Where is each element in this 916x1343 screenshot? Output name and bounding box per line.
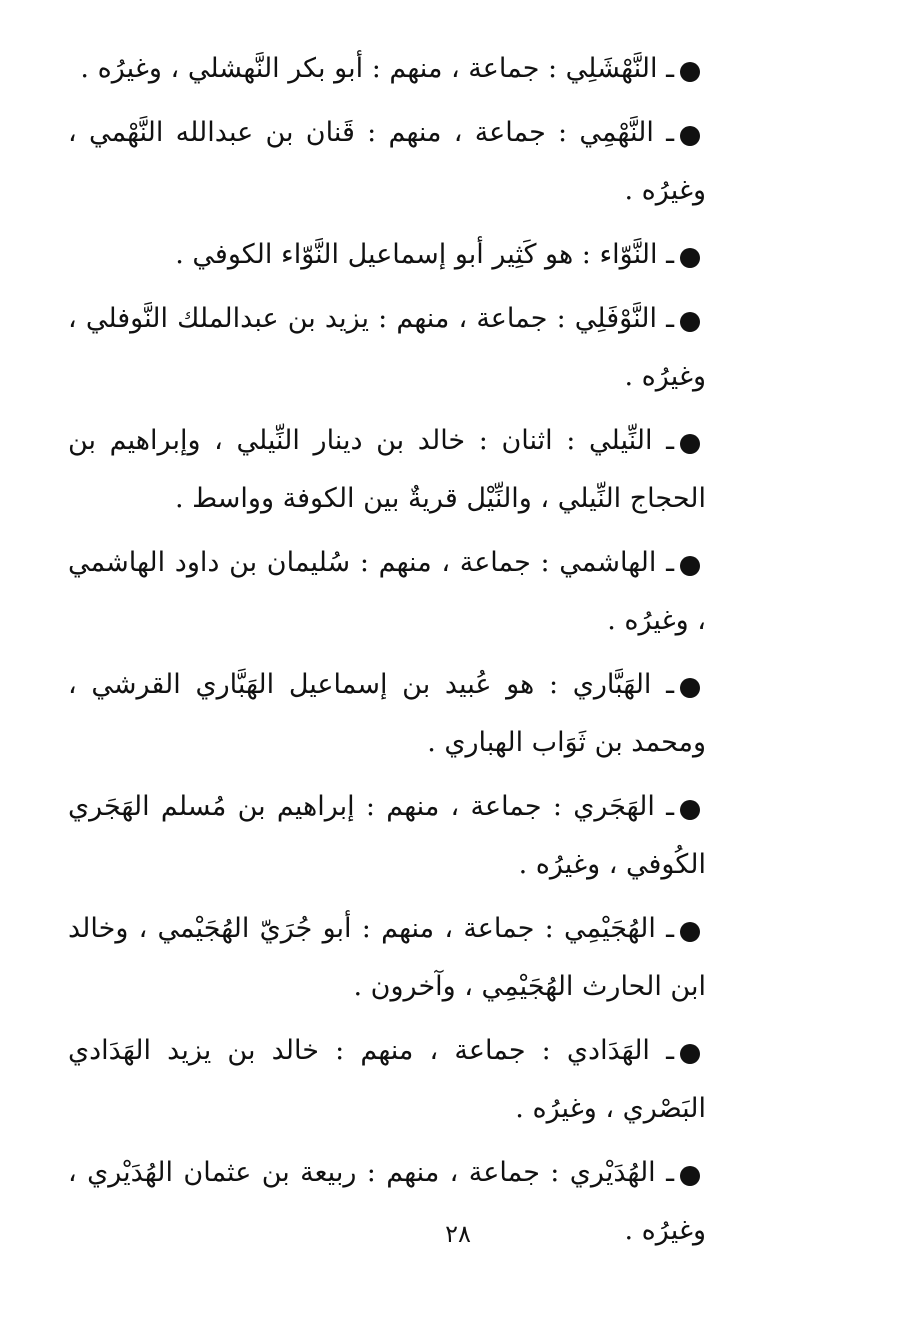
entry-hashimi — [68, 534, 768, 650]
bullet-icon — [680, 126, 700, 146]
entry-text: ـ الهاشمي : جماعة ، منهم : سُليمان بن داود الهاشمي ، وغيرُه . — [68, 547, 706, 636]
entry-text: ـ النَّهْمِي : جماعة ، منهم : قَنان بن عبدالله النَّهْمي ، وغيرُه . — [68, 117, 706, 206]
bullet-icon — [680, 1166, 700, 1186]
entry-text: ـ الهُدَيْري : جماعة ، منهم : ربيعة بن عثمان الهُدَيْري ، وغيرُه . — [68, 1157, 706, 1246]
bullet-icon — [680, 1044, 700, 1064]
entry-text: ـ النِّيلي : اثنان : خالد بن دينار النِّيلي ، وإبراهيم بن الحجاج النِّيلي ، والنِّيْل قريةٌ بين الكوفة وواسط . — [68, 425, 706, 514]
bullet-icon — [680, 800, 700, 820]
entry-nahmi — [68, 104, 768, 220]
bullet-icon — [680, 62, 700, 82]
entry-nahshali — [68, 40, 768, 98]
entry-hajari — [68, 778, 768, 894]
entry-text: ـ النَّوّاء : هو كَثِير أبو إسماعيل النَّوّاء الكوفي . — [175, 239, 674, 270]
entry-hadadi — [68, 1022, 768, 1138]
entry-hujaymi — [68, 900, 768, 1016]
bullet-icon — [680, 248, 700, 268]
entry-nili — [68, 412, 768, 528]
entry-text: ـ النَّوْفَلِي : جماعة ، منهم : يزيد بن عبدالملك النَّوفلي ، وغيرُه . — [68, 303, 706, 392]
text-column — [68, 40, 768, 1266]
entry-nawwa — [68, 226, 768, 284]
entry-habbari — [68, 656, 768, 772]
bullet-icon — [680, 678, 700, 698]
bullet-icon — [680, 922, 700, 942]
bullet-icon — [680, 312, 700, 332]
bullet-icon — [680, 556, 700, 576]
entry-text: ـ الهَدَادي : جماعة ، منهم : خالد بن يزيد الهَدَادي البَصْري ، وغيرُه . — [68, 1035, 706, 1124]
entry-text: ـ الهُجَيْمِي : جماعة ، منهم : أبو جُرَيّ الهُجَيْمي ، وخالد ابن الحارث الهُجَيْمِي ، وآخرون . — [68, 913, 706, 1002]
entry-nawfali — [68, 290, 768, 406]
bullet-icon — [680, 434, 700, 454]
entry-text: ـ الهَبَّاري : هو عُبيد بن إسماعيل الهَبَّاري القرشي ، ومحمد بن ثَوَاب الهباري . — [68, 669, 706, 758]
entry-text: ـ النَّهْشَلِي : جماعة ، منهم : أبو بكر النَّهشلي ، وغيرُه . — [80, 53, 674, 84]
page-number: ٢٨ — [445, 1220, 471, 1248]
entry-text: ـ الهَجَري : جماعة ، منهم : إبراهيم بن مُسلم الهَجَري الكُوفي ، وغيرُه . — [68, 791, 706, 880]
